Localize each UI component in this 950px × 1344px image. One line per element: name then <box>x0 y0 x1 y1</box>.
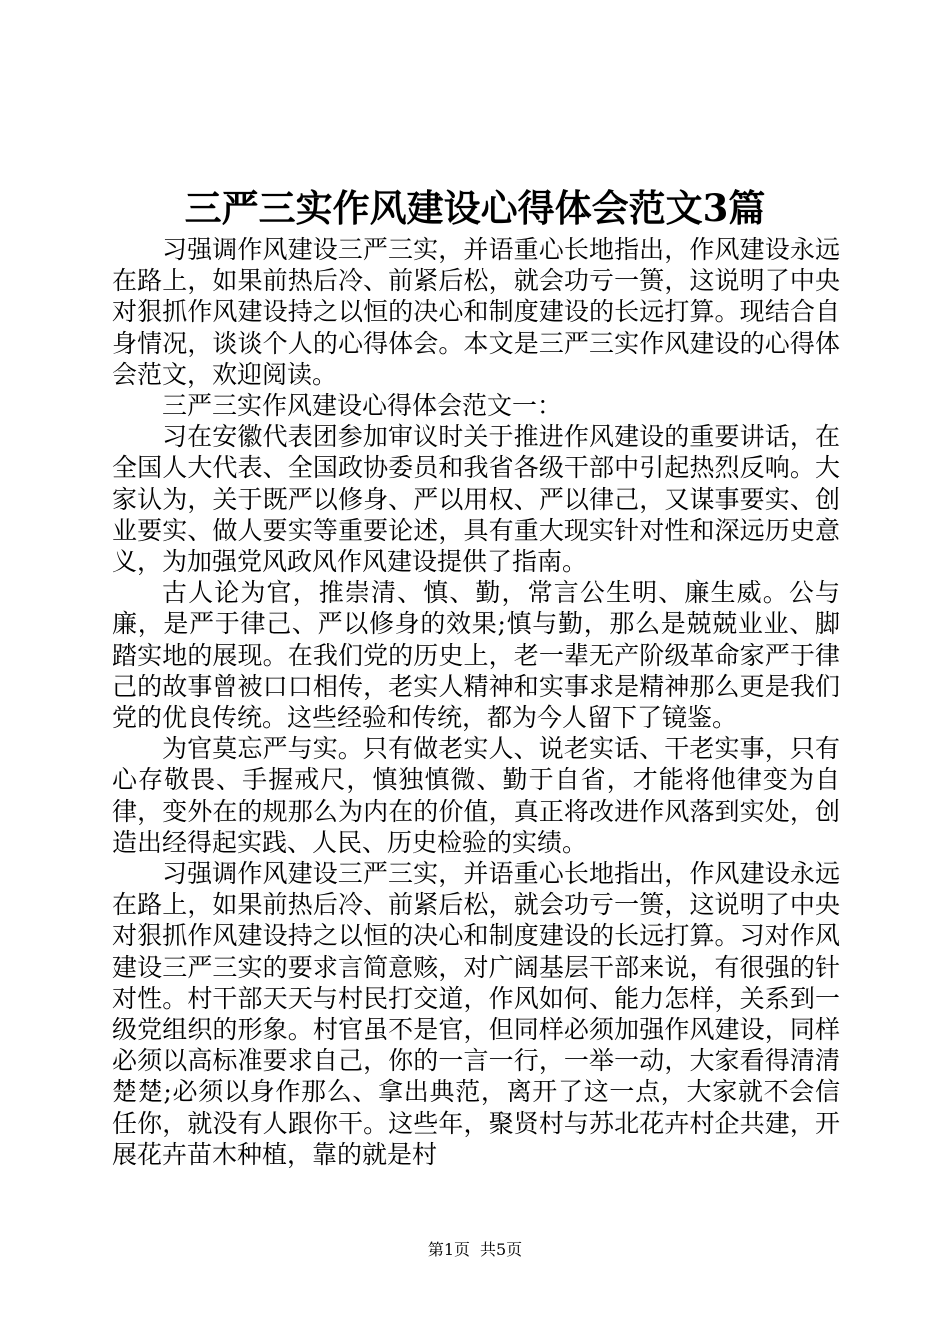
document-title: 三严三实作风建设心得体会范文3篇 <box>184 186 766 230</box>
paragraph: 习强调作风建设三严三实，并语重心长地指出，作风建设永远在路上，如果前热后冷、前紧后松，就会功亏一篑，这说明了中央对狠抓作风建设持之以恒的决心和制度建设的长远打算。习对作风建设三严三实的要求言简意赅，对广阔基层干部来说，有很强的针对性。村干部天天与村民打交道，作风如何、能力怎样，关系到一级党组织的形象。村官虽不是官，但同样必须加强作风建设，同样必须以高标准要求自己，你的一言一行，一举一动，大家看得清清楚楚;必须以身作那么、拿出典范，离开了这一点，大家就不会信任你，就没有人跟你干。这些年，聚贤村与苏北花卉村企共建，开展花卉苗木种植，靠的就是村 <box>112 859 840 1169</box>
page-footer <box>0 1240 950 1260</box>
paragraph: 习在安徽代表团参加审议时关于推进作风建设的重要讲话，在全国人大代表、全国政协委员和我省各级干部中引起热烈反响。大家认为，关于既严以修身、严以用权、严以律己，又谋事要实、创业要实、做人要实等重要论述，具有重大现实针对性和深远历史意义，为加强党风政风作风建设提供了指南。 <box>112 422 840 577</box>
paragraph-section-heading: 三严三实作风建设心得体会范文一： <box>162 391 563 421</box>
page-number: 第1页 <box>427 1240 470 1259</box>
page-total: 共5页 <box>480 1240 523 1259</box>
paragraph: 古人论为官，推崇清、慎、勤，常言公生明、廉生威。公与廉，是严于律己、严以修身的效果;慎与勤，那么是兢兢业业、脚踏实地的展现。在我们党的历史上，老一辈无产阶级革命家严于律己的故事曾被口口相传，老实人精神和实事求是精神那么更是我们党的优良传统。这些经验和传统，都为今人留下了镜鉴。 <box>112 578 840 733</box>
document-body <box>112 234 840 1170</box>
paragraph-intro: 习强调作风建设三严三实，并语重心长地指出，作风建设永远在路上，如果前热后冷、前紧后松，就会功亏一篑，这说明了中央对狠抓作风建设持之以恒的决心和制度建设的长远打算。现结合自身情况，谈谈个人的心得体会。本文是三严三实作风建设的心得体会范文，欢迎阅读。 <box>112 235 840 389</box>
paragraph: 为官莫忘严与实。只有做老实人、说老实话、干老实事，只有心存敬畏、手握戒尺，慎独慎微、勤于自省，才能将他律变为自律，变外在的规那么为内在的价值，真正将改进作风落到实处，创造出经得起实践、人民、历史检验的实绩。 <box>112 734 840 857</box>
